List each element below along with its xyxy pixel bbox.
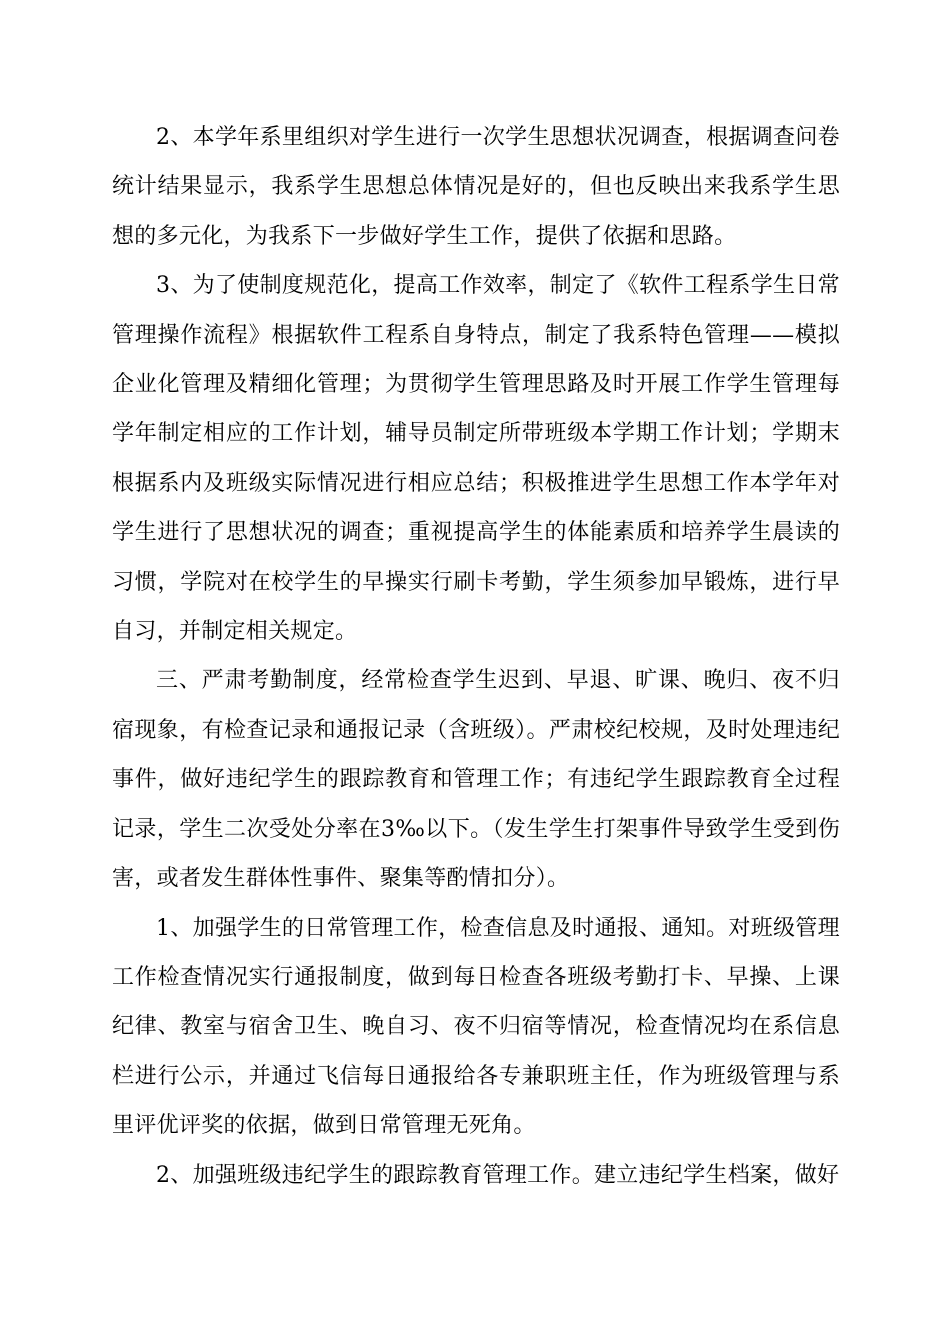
document-page [112, 113, 840, 1200]
paragraph-survey: 2、本学年系里组织对学生进行一次学生思想状况调查，根据调查问卷统计结果显示，我系学生思想总体情况是好的，但也反映出来我系学生思想的多元化，为我系下一步做好学生工作，提供了依据和思路。 [112, 125, 840, 249]
paragraph-standardization: 3、为了使制度规范化，提高工作效率，制定了《软件工程系学生日常管理操作流程》根据软件工程系自身特点，制定了我系特色管理——模拟企业化管理及精细化管理；为贯彻学生管理思路及时开展工作学生管理每学年制定相应的工作计划，辅导员制定所带班级本学期工作计划；学期末根据系内及班级实际情况进行相应总结；积极推进学生思想工作本学年对学生进行了思想状况的调查；重视提高学生的体能素质和培养学生晨读的习惯，学院对在校学生的早操实行刷卡考勤，学生须参加早锻炼，进行早自习，并制定相关规定。 [112, 273, 840, 645]
paragraph-attendance: 三、严肃考勤制度，经常检查学生迟到、早退、旷课、晚归、夜不归宿现象，有检查记录和通报记录（含班级）。严肃校纪校规，及时处理违纪事件，做好违纪学生的跟踪教育和管理工作；有违纪学生跟踪教育全过程记录，学生二次受处分率在3‰以下。（发生学生打架事件导致学生受到伤害，或者发生群体性事件、聚集等酌情扣分）。 [112, 668, 840, 892]
paragraph-follow-up: 2、加强班级违纪学生的跟踪教育管理工作。建立违纪学生档案，做好 [156, 1162, 840, 1188]
paragraph-daily-management: 1、加强学生的日常管理工作，检查信息及时通报、通知。对班级管理工作检查情况实行通报制度，做到每日检查各班级考勤打卡、早操、上课纪律、教室与宿舍卫生、晚自习、夜不归宿等情况，检查情况均在系信息栏进行公示，并通过飞信每日通报给各专兼职班主任，作为班级管理与系里评优评奖的依据，做到日常管理无死角。 [112, 915, 840, 1139]
